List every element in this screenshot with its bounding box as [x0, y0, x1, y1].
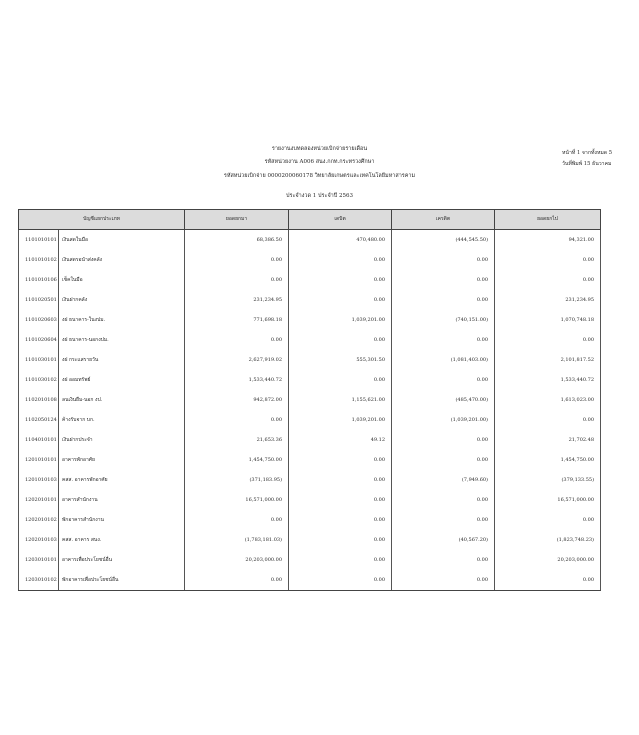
debit-amount: 49.12	[289, 430, 392, 450]
account-name: พักอาคารสำนักงาน	[59, 510, 185, 530]
header-opening: ยอดยกมา	[185, 210, 289, 230]
closing-balance: 1,613,023.00	[495, 390, 601, 410]
credit-amount: 0.00	[392, 550, 495, 570]
table-row	[19, 370, 601, 390]
debit-amount: 0.00	[289, 510, 392, 530]
account-name: พักอาคารเพื่อประโยชน์อื่น	[59, 570, 185, 591]
page-number: หน้าที่ 1 จากทั้งหมด 5	[562, 150, 613, 156]
table-row	[19, 350, 601, 370]
debit-amount: 0.00	[289, 550, 392, 570]
table-header-row	[19, 210, 601, 230]
account-code: 1102010108	[19, 390, 59, 410]
account-code: 1201010103	[19, 470, 59, 490]
account-name: งฝ ออมทรัพย์	[59, 370, 185, 390]
table-row	[19, 330, 601, 350]
account-code: 1202010102	[19, 510, 59, 530]
agency-code-line: รหัสหน่วยงาน A006 สนง.กกท.กระทรวงศึกษา	[264, 159, 375, 165]
account-name: เช็คในมือ	[59, 270, 185, 290]
table-row	[19, 570, 601, 591]
credit-amount: (7,949.60)	[392, 470, 495, 490]
credit-amount: (40,567.20)	[392, 530, 495, 550]
account-code: 1104010101	[19, 430, 59, 450]
closing-balance: 21,702.48	[495, 430, 601, 450]
table-row	[19, 430, 601, 450]
report-title: รายงานงบทดลองหน่วยเบิกจ่ายรายเดือน	[271, 146, 368, 152]
table-row	[19, 230, 601, 251]
opening-balance: 68,386.50	[185, 230, 289, 251]
table-row	[19, 550, 601, 570]
credit-amount: 0.00	[392, 330, 495, 350]
closing-balance: (1,823,748.23)	[495, 530, 601, 550]
opening-balance: 1,533,440.72	[185, 370, 289, 390]
table-row	[19, 510, 601, 530]
closing-balance: (379,133.55)	[495, 470, 601, 490]
account-name: ลนเงินยืม-นอก งป.	[59, 390, 185, 410]
debit-amount: 0.00	[289, 570, 392, 591]
table-row	[19, 410, 601, 430]
credit-amount: 0.00	[392, 250, 495, 270]
opening-balance: 942,872.00	[185, 390, 289, 410]
table-row	[19, 470, 601, 490]
credit-amount: 0.00	[392, 510, 495, 530]
header-debit: เดบิต	[289, 210, 392, 230]
account-name: งฝ ธนาคาร-ในงปม.	[59, 310, 185, 330]
disbursement-unit-line: รหัสหน่วยเบิกจ่าย 0000200060178 วิทยาลัยเกษตรและเทคโนโลยีมหาสารคาม	[223, 173, 416, 179]
account-name: งฝ ธนาคาร-นอกงปม.	[59, 330, 185, 350]
table-row	[19, 290, 601, 310]
account-code: 1101010102	[19, 250, 59, 270]
account-name: เงินฝากประจำ	[59, 430, 185, 450]
account-code: 1202010101	[19, 490, 59, 510]
opening-balance: 0.00	[185, 510, 289, 530]
closing-balance: 2,101,817.52	[495, 350, 601, 370]
closing-balance: 0.00	[495, 410, 601, 430]
closing-balance: 94,321.00	[495, 230, 601, 251]
credit-amount: 0.00	[392, 450, 495, 470]
debit-amount: 0.00	[289, 530, 392, 550]
opening-balance: 231,234.95	[185, 290, 289, 310]
debit-amount: 555,301.50	[289, 350, 392, 370]
account-name: คสส. อาคารพักอาศัย	[59, 470, 185, 490]
credit-amount: (485,470.00)	[392, 390, 495, 410]
opening-balance: (1,783,181.03)	[185, 530, 289, 550]
debit-amount: 1,039,201.00	[289, 410, 392, 430]
trial-balance-table	[18, 209, 601, 591]
table-row	[19, 490, 601, 510]
table-row	[19, 310, 601, 330]
account-code: 1202010103	[19, 530, 59, 550]
debit-amount: 0.00	[289, 450, 392, 470]
closing-balance: 1,454,750.00	[495, 450, 601, 470]
debit-amount: 0.00	[289, 270, 392, 290]
account-name: เงินฝากคลัง	[59, 290, 185, 310]
period-line: ประจำงวด 1 ประจำปี 2563	[286, 193, 353, 199]
debit-amount: 470,480.00	[289, 230, 392, 251]
account-name: คสส. อาคาร สนง.	[59, 530, 185, 550]
header-credit: เครดิต	[392, 210, 495, 230]
closing-balance: 0.00	[495, 570, 601, 591]
closing-balance: 1,533,440.72	[495, 370, 601, 390]
table-row	[19, 390, 601, 410]
header-account: บัญชีแยกประเภท	[19, 210, 185, 230]
opening-balance: 1,454,750.00	[185, 450, 289, 470]
credit-amount: (444,545.50)	[392, 230, 495, 251]
opening-balance: (371,183.95)	[185, 470, 289, 490]
account-code: 1203010101	[19, 550, 59, 570]
debit-amount: 0.00	[289, 290, 392, 310]
opening-balance: 0.00	[185, 410, 289, 430]
closing-balance: 16,571,000.00	[495, 490, 601, 510]
account-code: 1101010101	[19, 230, 59, 251]
opening-balance: 2,627,919.02	[185, 350, 289, 370]
closing-balance: 0.00	[495, 250, 601, 270]
debit-amount: 0.00	[289, 370, 392, 390]
credit-amount: (1,081,403.00)	[392, 350, 495, 370]
opening-balance: 771,698.18	[185, 310, 289, 330]
opening-balance: 21,653.36	[185, 430, 289, 450]
credit-amount: 0.00	[392, 430, 495, 450]
credit-amount: (1,039,201.00)	[392, 410, 495, 430]
table-row	[19, 450, 601, 470]
opening-balance: 20,203,000.00	[185, 550, 289, 570]
closing-balance: 0.00	[495, 330, 601, 350]
credit-amount: 0.00	[392, 490, 495, 510]
closing-balance: 0.00	[495, 510, 601, 530]
opening-balance: 16,571,000.00	[185, 490, 289, 510]
credit-amount: (740,151.00)	[392, 310, 495, 330]
print-date: วันที่พิมพ์ 15 ธันวาคม	[562, 161, 612, 167]
account-code: 1101010106	[19, 270, 59, 290]
credit-amount: 0.00	[392, 570, 495, 591]
closing-balance: 20,203,000.00	[495, 550, 601, 570]
opening-balance: 0.00	[185, 250, 289, 270]
account-code: 1101030101	[19, 350, 59, 370]
credit-amount: 0.00	[392, 270, 495, 290]
opening-balance: 0.00	[185, 270, 289, 290]
trial-balance-table-container	[18, 209, 600, 583]
opening-balance: 0.00	[185, 570, 289, 591]
credit-amount: 0.00	[392, 290, 495, 310]
credit-amount: 0.00	[392, 370, 495, 390]
account-name: อาคารสำนักงาน	[59, 490, 185, 510]
account-name: ค้างรับจาก บก.	[59, 410, 185, 430]
opening-balance: 0.00	[185, 330, 289, 350]
account-name: เงินสดรอนำส่งคลัง	[59, 250, 185, 270]
table-row	[19, 530, 601, 550]
closing-balance: 231,234.95	[495, 290, 601, 310]
debit-amount: 0.00	[289, 250, 392, 270]
account-name: งฝ กระแสรายวัน	[59, 350, 185, 370]
table-row	[19, 270, 601, 290]
closing-balance: 1,070,748.18	[495, 310, 601, 330]
account-name: อาคารพักอาศัย	[59, 450, 185, 470]
account-code: 1101020603	[19, 310, 59, 330]
debit-amount: 0.00	[289, 330, 392, 350]
account-name: เงินสดในมือ	[59, 230, 185, 251]
account-name: อาคารเพื่อประโยชน์อื่น	[59, 550, 185, 570]
debit-amount: 1,039,201.00	[289, 310, 392, 330]
account-code: 1201010101	[19, 450, 59, 470]
debit-amount: 0.00	[289, 490, 392, 510]
debit-amount: 1,155,621.00	[289, 390, 392, 410]
account-code: 1102050124	[19, 410, 59, 430]
account-code: 1101020501	[19, 290, 59, 310]
debit-amount: 0.00	[289, 470, 392, 490]
account-code: 1101020604	[19, 330, 59, 350]
header-closing: ยอดยกไป	[495, 210, 601, 230]
closing-balance: 0.00	[495, 270, 601, 290]
table-row	[19, 250, 601, 270]
account-code: 1101030102	[19, 370, 59, 390]
account-code: 1203010102	[19, 570, 59, 591]
table-body	[19, 230, 601, 591]
